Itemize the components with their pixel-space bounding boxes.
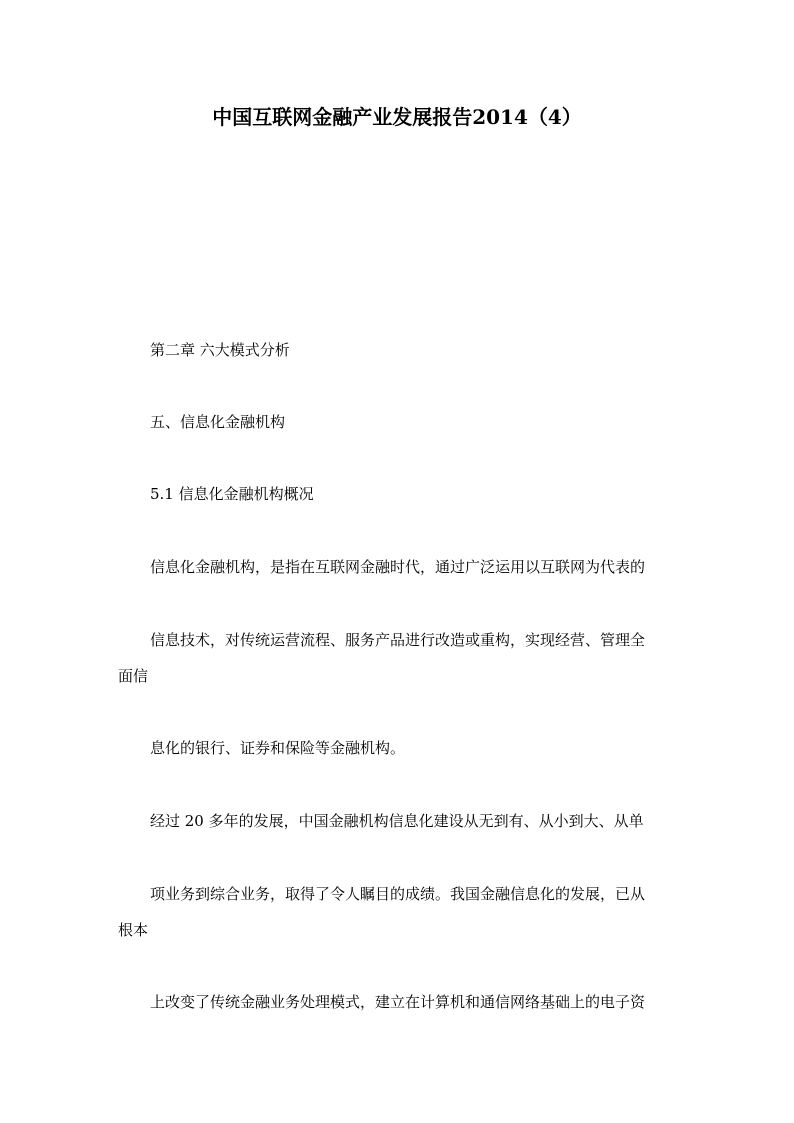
- paragraph-2-line-1: 经过 20 多年的发展，中国金融机构信息化建设从无到有、从小到大、从单: [150, 812, 644, 830]
- paragraph-2-line-2-wrap: 根本: [118, 921, 149, 939]
- paragraph-2-line-2: 项业务到综合业务，取得了令人瞩目的成绩。我国金融信息化的发展，已从: [150, 885, 646, 903]
- section-heading: 五、信息化金融机构: [150, 413, 286, 431]
- document-title: 中国互联网金融产业发展报告2014（4）: [212, 105, 582, 129]
- chapter-heading: 第二章 六大模式分析: [150, 341, 290, 359]
- paragraph-1-line-3: 息化的银行、证券和保险等金融机构。: [150, 739, 406, 757]
- paragraph-1-line-2: 信息技术，对传统运营流程、服务产品进行改造或重构，实现经营、管理全: [150, 631, 646, 649]
- paragraph-1-line-1: 信息化金融机构，是指在互联网金融时代，通过广泛运用以互联网为代表的: [150, 558, 646, 576]
- paragraph-1-line-2-wrap: 面信: [118, 667, 149, 685]
- paragraph-2-line-3: 上改变了传统金融业务处理模式，建立在计算机和通信网络基础上的电子资: [150, 993, 646, 1011]
- subsection-heading: 5.1 信息化金融机构概况: [150, 485, 314, 503]
